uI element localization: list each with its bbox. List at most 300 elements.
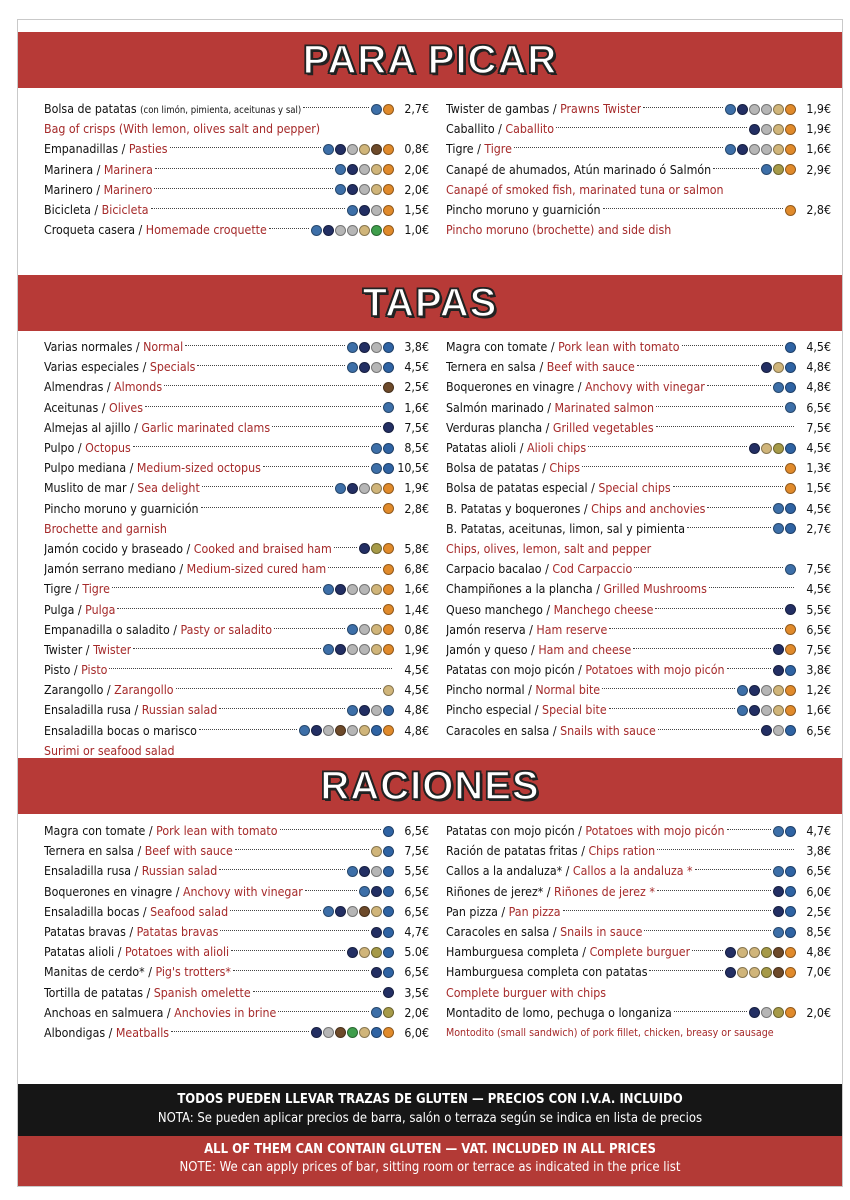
- menu-item: [44, 902, 429, 922]
- allergen-icons: [383, 564, 394, 575]
- leader-dots: [253, 990, 381, 992]
- allergen-icons: [737, 705, 796, 716]
- item-name-es: Ensaladilla rusa /: [44, 864, 142, 879]
- leader-dots: [334, 546, 357, 548]
- item-name-es: Pisto /: [44, 663, 82, 678]
- allergen-icon: [383, 947, 394, 958]
- allergen-icon: [347, 1027, 358, 1038]
- item-name-en: Pig's trotters*: [155, 965, 231, 980]
- menu-item: [44, 841, 429, 861]
- allergen-icon: [359, 584, 370, 595]
- item-price: 1,6€: [806, 142, 831, 157]
- allergen-icon: [383, 443, 394, 454]
- item-name-en: Caballito: [505, 122, 555, 137]
- footer-en-line2: NOTE: We can apply prices of bar, sitting room or terrace as indicated in the price list: [179, 1160, 681, 1175]
- item-price: 7,5€: [806, 562, 831, 577]
- item-name-en: Specials: [149, 360, 196, 375]
- item-name-es: Croqueta casera /: [44, 223, 146, 238]
- menu-item: [446, 620, 831, 640]
- allergen-icon: [371, 947, 382, 958]
- allergen-icon: [359, 543, 370, 554]
- allergen-icon: [773, 866, 784, 877]
- item-price: 2,9€: [806, 162, 831, 177]
- leader-dots: [112, 586, 321, 588]
- item-name: [446, 582, 707, 596]
- leader-dots: [713, 167, 759, 169]
- item-name-es: Manitas de cerdo* /: [44, 965, 156, 980]
- allergen-icon: [785, 967, 796, 978]
- item-name: [446, 203, 601, 217]
- allergen-icon: [359, 225, 370, 236]
- item-price: 8,5€: [806, 925, 831, 940]
- allergen-icons: [299, 725, 394, 736]
- allergen-icon: [383, 1007, 394, 1018]
- allergen-icon: [785, 705, 796, 716]
- leader-dots: [655, 607, 783, 609]
- allergen-icon: [785, 503, 796, 514]
- item-price: 4,8€: [806, 945, 831, 960]
- menu-item: [44, 599, 429, 619]
- item-price: 1,9€: [806, 102, 831, 117]
- allergen-icon: [383, 205, 394, 216]
- allergen-icons: [725, 104, 796, 115]
- menu-item: [44, 861, 429, 881]
- allergen-icon: [773, 443, 784, 454]
- leader-dots: [656, 425, 794, 427]
- allergen-icon: [347, 644, 358, 655]
- allergen-icon: [383, 342, 394, 353]
- item-price: 6,5€: [404, 904, 429, 919]
- allergen-icon: [773, 523, 784, 534]
- allergen-icons: [773, 644, 796, 655]
- allergen-icon: [383, 164, 394, 175]
- item-name-en: Beef with sauce: [546, 360, 635, 375]
- item-name-es: Riñones de jerez* /: [446, 884, 555, 899]
- allergen-icon: [359, 164, 370, 175]
- item-name-es: Salmón marinado /: [446, 400, 555, 415]
- item-name-es: Ración de patatas fritas /: [446, 844, 589, 859]
- item-price: 4,5€: [404, 663, 429, 678]
- item-name-en: Sea delight: [137, 481, 200, 496]
- item-name-es: Anchoas en salmuera /: [44, 1005, 175, 1020]
- allergen-icon: [761, 144, 772, 155]
- leader-dots: [197, 364, 345, 366]
- allergen-icons: [371, 846, 394, 857]
- menu-item: [44, 821, 429, 841]
- item-price: 0,8€: [404, 142, 429, 157]
- allergen-icon: [761, 725, 772, 736]
- allergen-icon: [371, 205, 382, 216]
- allergen-icon: [773, 685, 784, 696]
- allergen-icon: [347, 184, 358, 195]
- allergen-icon: [785, 624, 796, 635]
- allergen-icon: [785, 483, 796, 494]
- allergen-icons: [347, 705, 394, 716]
- allergen-icon: [383, 705, 394, 716]
- item-name-es: Magra con tomate /: [44, 824, 157, 839]
- item-name-en: Chips and anchovies: [591, 501, 706, 516]
- item-name-es: Ternera en salsa /: [44, 844, 145, 859]
- section-banner-para-picar: [18, 32, 842, 88]
- menu-item: [446, 377, 831, 397]
- allergen-icon: [761, 705, 772, 716]
- menu-item: [446, 942, 831, 962]
- allergen-icon: [785, 947, 796, 958]
- allergen-icons: [785, 564, 796, 575]
- allergen-icon: [359, 184, 370, 195]
- menu-item: [44, 337, 429, 357]
- allergen-icon: [773, 826, 784, 837]
- item-name-en: Snails with sauce: [560, 723, 656, 738]
- menu-item: [44, 357, 429, 377]
- allergen-icon: [737, 967, 748, 978]
- leader-dots: [263, 465, 369, 467]
- leader-dots: [674, 1010, 747, 1012]
- item-price: 4,7€: [806, 824, 831, 839]
- item-price: 4,5€: [806, 501, 831, 516]
- item-name-en: Ham reserve: [536, 622, 608, 637]
- leader-dots: [707, 384, 771, 386]
- allergen-icon: [371, 225, 382, 236]
- allergen-icons: [359, 543, 394, 554]
- allergen-icon: [335, 483, 346, 494]
- item-name-en: Grilled Mushrooms: [603, 582, 707, 597]
- item-name: [44, 502, 199, 516]
- allergen-icon: [761, 443, 772, 454]
- menu-item: [44, 200, 429, 220]
- item-price: 6,5€: [404, 824, 429, 839]
- item-name: [446, 864, 693, 878]
- allergen-icons: [773, 927, 796, 938]
- menu-item: [44, 418, 429, 438]
- item-name-en: Manchego cheese: [553, 602, 654, 617]
- allergen-icons: [383, 382, 394, 393]
- allergen-icon: [347, 164, 358, 175]
- allergen-icon: [335, 164, 346, 175]
- section-banner-tapas: [18, 275, 842, 331]
- item-name-en: Russian salad: [141, 864, 218, 879]
- menu-item: [446, 700, 831, 720]
- item-name: [44, 925, 218, 939]
- allergen-icon: [347, 947, 358, 958]
- allergen-icons: [371, 927, 394, 938]
- item-price: 5,5€: [806, 602, 831, 617]
- item-name-es: Caracoles en salsa /: [446, 723, 561, 738]
- allergen-icons: [311, 1027, 394, 1038]
- menu-item: [446, 579, 831, 599]
- menu-item: [44, 680, 429, 700]
- item-name: [44, 965, 231, 979]
- item-name: [446, 703, 607, 717]
- menu-item: [446, 200, 831, 220]
- allergen-icon: [371, 644, 382, 655]
- menu-item: [446, 418, 831, 438]
- allergen-icons: [347, 205, 394, 216]
- allergen-icon: [785, 443, 796, 454]
- allergen-icon: [383, 564, 394, 575]
- allergen-icon: [737, 705, 748, 716]
- item-name-es: Jamón reserva /: [446, 622, 537, 637]
- menu-item: [44, 559, 429, 579]
- allergen-icon: [323, 584, 334, 595]
- item-name: [44, 421, 270, 435]
- allergen-icon: [371, 705, 382, 716]
- allergen-icons: [785, 402, 796, 413]
- leader-dots: [202, 485, 333, 487]
- allergen-icons: [785, 205, 796, 216]
- allergen-icons: [371, 104, 394, 115]
- menu-item: [446, 337, 831, 357]
- allergen-icon: [773, 362, 784, 373]
- allergen-icon: [371, 886, 382, 897]
- item-name: [446, 683, 600, 697]
- menu-item: [446, 660, 831, 680]
- item-name: [446, 360, 635, 374]
- allergen-icon: [749, 124, 760, 135]
- item-name: [44, 1006, 276, 1020]
- allergen-icon: [761, 104, 772, 115]
- allergen-icon: [737, 144, 748, 155]
- item-price: 7,5€: [404, 420, 429, 435]
- item-name: [44, 603, 115, 617]
- allergen-icon: [785, 866, 796, 877]
- leader-dots: [727, 667, 771, 669]
- allergen-icon: [383, 725, 394, 736]
- leader-dots: [219, 868, 345, 870]
- allergen-icon: [785, 342, 796, 353]
- allergen-icon: [347, 725, 358, 736]
- allergen-icon: [773, 164, 784, 175]
- allergen-icon: [371, 866, 382, 877]
- item-name: [446, 623, 607, 637]
- allergen-icon: [359, 947, 370, 958]
- allergen-icon: [773, 886, 784, 897]
- allergen-icon: [761, 1007, 772, 1018]
- menu-item: [446, 721, 831, 741]
- menu-item: [446, 882, 831, 902]
- item-name: [446, 603, 653, 617]
- item-english-line: Montodito (small sandwich) of pork fillet, chicken, breasy or sausage: [446, 1026, 774, 1039]
- item-name: [44, 163, 153, 177]
- item-name-es: Tortilla de patatas /: [44, 985, 154, 1000]
- item-english-line: Surimi or seafood salad: [44, 743, 175, 758]
- item-name-en: Beef with sauce: [144, 844, 233, 859]
- item-name: [446, 142, 512, 156]
- allergen-icon: [383, 1027, 394, 1038]
- item-price: 6,5€: [404, 884, 429, 899]
- item-name: [446, 340, 680, 354]
- leader-dots: [185, 344, 345, 346]
- item-english-line: Canapé of smoked fish, marinated tuna or salmon: [446, 182, 724, 197]
- item-price: 4,8€: [806, 360, 831, 375]
- item-name: [44, 461, 261, 475]
- item-name-es: Magra con tomate /: [446, 340, 559, 355]
- allergen-icons: [371, 443, 394, 454]
- menu-item: [44, 99, 429, 119]
- allergen-icon: [773, 665, 784, 676]
- item-name-en: Ham and cheese: [538, 642, 632, 657]
- leader-dots: [609, 707, 735, 709]
- allergen-icon: [371, 967, 382, 978]
- item-name-es: Callos a la andaluza* /: [446, 864, 573, 879]
- raciones-right: [446, 821, 831, 1043]
- allergen-icon: [371, 362, 382, 373]
- allergen-icon: [359, 205, 370, 216]
- allergen-icon: [323, 644, 334, 655]
- allergen-icon: [371, 846, 382, 857]
- allergen-icon: [371, 584, 382, 595]
- allergen-icon: [383, 906, 394, 917]
- allergen-icon: [347, 624, 358, 635]
- item-price: 1,0€: [404, 223, 429, 238]
- item-name-es: Empanadillas /: [44, 142, 129, 157]
- allergen-icon: [785, 906, 796, 917]
- item-price: 2,0€: [404, 182, 429, 197]
- tapas-right: [446, 337, 831, 741]
- allergen-icon: [773, 644, 784, 655]
- item-english-line: Brochette and garnish: [44, 521, 167, 536]
- item-name: [446, 522, 685, 536]
- allergen-icon: [371, 104, 382, 115]
- menu-item: [44, 478, 429, 498]
- item-name: [446, 905, 561, 919]
- allergen-icons: [383, 987, 394, 998]
- allergen-icon: [383, 604, 394, 615]
- item-price: 4,8€: [404, 703, 429, 718]
- allergen-icon: [749, 705, 760, 716]
- raciones-left: [44, 821, 429, 1043]
- item-name: [44, 905, 228, 919]
- item-name-es: B. Patatas, aceitunas, limon, sal y pimienta: [446, 521, 686, 536]
- leader-dots: [637, 364, 759, 366]
- item-name-en: Normal: [143, 340, 184, 355]
- allergen-icons: [359, 886, 394, 897]
- item-name: [446, 481, 671, 495]
- item-name-en: Complete burguer: [589, 945, 691, 960]
- item-price: 10,5€: [397, 461, 429, 476]
- item-name: [44, 203, 149, 217]
- item-name-es: Albondigas /: [44, 1025, 116, 1040]
- item-name: [44, 643, 131, 657]
- allergen-icon: [725, 967, 736, 978]
- allergen-icons: [347, 624, 394, 635]
- allergen-icon: [383, 685, 394, 696]
- allergen-icon: [785, 362, 796, 373]
- allergen-icon: [359, 644, 370, 655]
- menu-item: [446, 922, 831, 942]
- allergen-icon: [761, 124, 772, 135]
- item-price: 4,5€: [404, 360, 429, 375]
- leader-dots: [176, 687, 381, 689]
- item-name-es: Marinero /: [44, 182, 104, 197]
- allergen-icon: [749, 443, 760, 454]
- item-name-es: Twister /: [44, 642, 94, 657]
- item-name-es: Ensaladilla bocas /: [44, 904, 151, 919]
- item-name-en: Tigre: [484, 142, 512, 157]
- item-name-es: Almendras /: [44, 380, 115, 395]
- item-name-es: Pincho moruno y guarnición: [44, 501, 199, 516]
- allergen-icons: [383, 503, 394, 514]
- leader-dots: [155, 167, 333, 169]
- menu-item: [44, 1023, 429, 1043]
- allergen-icon: [785, 523, 796, 534]
- item-english-line: Pincho moruno (brochette) and side dish: [446, 223, 672, 238]
- item-name: [446, 643, 631, 657]
- leader-dots: [633, 647, 771, 649]
- menu-item: [44, 983, 429, 1003]
- leader-dots: [563, 909, 771, 911]
- allergen-icon: [335, 144, 346, 155]
- menu-item: [44, 180, 429, 200]
- allergen-icons: [335, 483, 394, 494]
- item-name-en: Bicicleta: [101, 203, 149, 218]
- item-name-en: Pisto: [81, 663, 108, 678]
- item-name-es: Ternera en salsa /: [446, 360, 547, 375]
- allergen-icon: [761, 947, 772, 958]
- item-name: [44, 663, 107, 677]
- allergen-icons: [773, 886, 796, 897]
- item-name: [44, 441, 131, 455]
- item-name-en: Garlic marinated clams: [141, 420, 271, 435]
- allergen-icon: [383, 463, 394, 474]
- allergen-icon: [785, 644, 796, 655]
- leader-dots: [603, 207, 784, 209]
- item-name: [44, 945, 229, 959]
- item-name-es: Jamón serrano mediano /: [44, 562, 187, 577]
- allergen-icon: [785, 564, 796, 575]
- allergen-icon: [371, 725, 382, 736]
- item-price: 2,8€: [404, 501, 429, 516]
- item-price: 5.0€: [404, 945, 429, 960]
- allergen-icon: [749, 104, 760, 115]
- item-name-en: Pork lean with tomato: [558, 340, 680, 355]
- item-name: [446, 401, 654, 415]
- menu-item: [44, 1003, 429, 1023]
- leader-dots: [657, 848, 794, 850]
- allergen-icon: [785, 665, 796, 676]
- item-name-en: Special bite: [542, 703, 607, 718]
- allergen-icon: [785, 685, 796, 696]
- allergen-icon: [773, 144, 784, 155]
- item-name-en: Potatoes with mojo picón: [585, 824, 725, 839]
- allergen-icon: [383, 422, 394, 433]
- allergen-icon: [323, 144, 334, 155]
- leader-dots: [133, 647, 321, 649]
- allergen-icon: [785, 104, 796, 115]
- footer-english: [18, 1136, 842, 1186]
- item-name-es: Jamón y queso /: [446, 642, 539, 657]
- allergen-icon: [749, 144, 760, 155]
- allergen-icon: [359, 886, 370, 897]
- allergen-icon: [749, 1007, 760, 1018]
- item-price: 4,5€: [806, 441, 831, 456]
- allergen-icons: [761, 725, 796, 736]
- item-name-es: Marinera /: [44, 162, 104, 177]
- leader-dots: [582, 465, 783, 467]
- allergen-icon: [383, 144, 394, 155]
- item-name-es: Boquerones en vinagre /: [446, 380, 585, 395]
- menu-item: [44, 499, 429, 519]
- allergen-icon: [773, 947, 784, 958]
- allergen-icons: [323, 584, 394, 595]
- leader-dots: [634, 566, 783, 568]
- menu-item: [44, 922, 429, 942]
- menu-item: [44, 942, 429, 962]
- item-name: [446, 885, 655, 899]
- para-picar-right: [446, 99, 831, 240]
- leader-dots: [164, 384, 381, 386]
- leader-dots: [695, 868, 771, 870]
